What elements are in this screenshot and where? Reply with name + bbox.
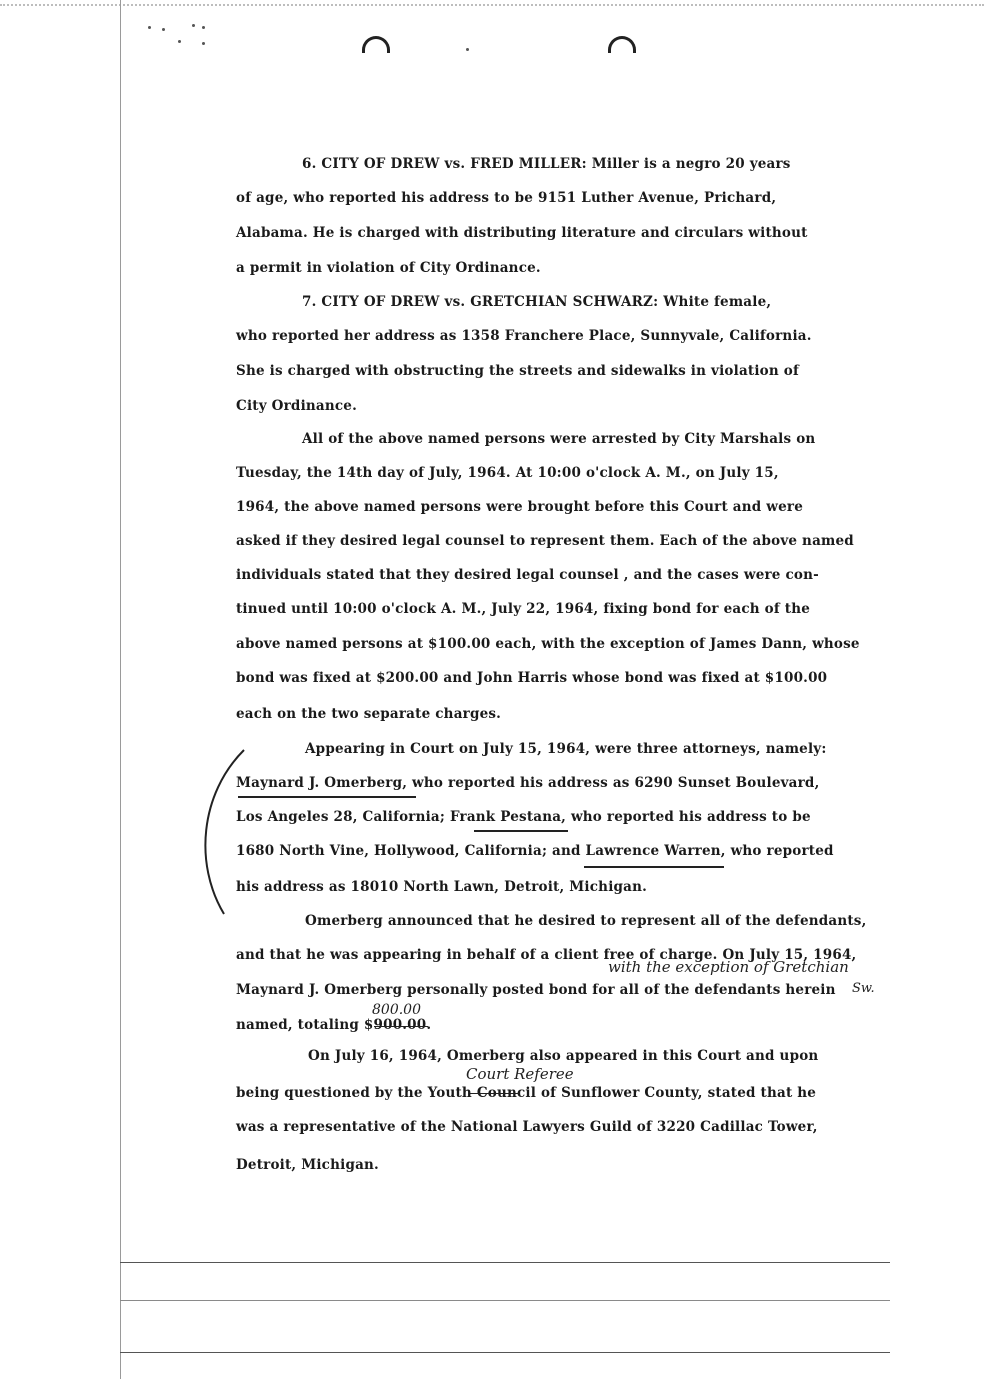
left-margin-line — [120, 0, 121, 1379]
line-18: Appearing in Court on July 15, 1964, were three attorneys, namely: — [305, 741, 827, 757]
line-29: was a representative of the National Lawyers Guild of 3220 Cadillac Tower, — [236, 1119, 818, 1135]
footer-rule — [120, 1262, 890, 1263]
strike-amount — [374, 1026, 428, 1027]
speck — [202, 42, 205, 45]
underline-omerberg — [238, 796, 416, 798]
footer-rule — [120, 1352, 890, 1353]
line-20: Los Angeles 28, California; Frank Pestana, who reported his address to be — [236, 809, 811, 825]
line-23: Omerberg announced that he desired to represent all of the defendants, — [305, 913, 867, 929]
handwritten-referee-correction: Court Referee — [466, 1065, 574, 1083]
line-24: and that he was appearing in behalf of a client free of charge. On July 15, 1964, — [236, 947, 857, 963]
line-8: City Ordinance. — [236, 398, 357, 414]
perforation-edge — [0, 4, 984, 6]
line-6: who reported her address as 1358 Franchere Place, Sunnyvale, California. — [236, 328, 812, 344]
speck — [162, 28, 165, 31]
underline-pestana — [474, 830, 568, 832]
binder-hole-mark — [362, 36, 390, 53]
line-27: On July 16, 1964, Omerberg also appeared in this Court and upon — [308, 1048, 819, 1064]
line-2: of age, who reported his address to be 9151 Luther Avenue, Prichard, — [236, 190, 777, 206]
line-17: each on the two separate charges. — [236, 706, 502, 722]
line-5: 7. CITY OF DREW vs. GRETCHIAN SCHWARZ: White female, — [302, 294, 772, 310]
margin-bracket-mark — [186, 744, 256, 920]
handwritten-amount-correction: 800.00 — [372, 1002, 421, 1018]
speck — [466, 48, 469, 51]
line-12: asked if they desired legal counsel to represent them. Each of the above named — [236, 533, 854, 549]
line-7: She is charged with obstructing the streets and sidewalks in violation of — [236, 363, 799, 379]
line-21: 1680 North Vine, Hollywood, California; and Lawrence Warren, who reported — [236, 843, 834, 859]
speck — [202, 26, 205, 29]
speck — [192, 24, 195, 27]
line-14: tinued until 10:00 o'clock A. M., July 22, 1964, fixing bond for each of the — [236, 601, 811, 617]
line-19: Maynard J. Omerberg, who reported his address as 6290 Sunset Boulevard, — [236, 775, 820, 791]
underline-warren — [584, 866, 724, 868]
line-15: above named persons at $100.00 each, with the exception of James Dann, whose — [236, 636, 860, 652]
speck — [148, 26, 151, 29]
line-16: bond was fixed at $200.00 and John Harris whose bond was fixed at $100.00 — [236, 670, 828, 686]
line-22: his address as 18010 North Lawn, Detroit, Michigan. — [236, 879, 648, 895]
line-3: Alabama. He is charged with distributing literature and circulars without — [236, 225, 808, 241]
line-13: individuals stated that they desired legal counsel , and the cases were con- — [236, 567, 819, 583]
line-1: 6. CITY OF DREW vs. FRED MILLER: Miller is a negro 20 years — [302, 156, 791, 172]
line-26: named, totaling $900.00. — [236, 1017, 432, 1033]
handwritten-margin-note: Sw. — [852, 981, 875, 996]
handwritten-exception-note: with the exception of Gretchian — [608, 958, 849, 976]
line-28: being questioned by the Youth Council of Sunflower County, stated that he — [236, 1085, 817, 1101]
line-9: All of the above named persons were arrested by City Marshals on — [302, 431, 816, 447]
speck — [178, 40, 181, 43]
line-25: Maynard J. Omerberg personally posted bond for all of the defendants herein — [236, 982, 836, 998]
footer-rule — [120, 1300, 890, 1301]
binder-hole-mark — [608, 36, 636, 53]
line-30: Detroit, Michigan. — [236, 1157, 379, 1173]
line-4: a permit in violation of City Ordinance. — [236, 260, 541, 276]
line-10: Tuesday, the 14th day of July, 1964. At 10:00 o'clock A. M., on July 15, — [236, 465, 779, 481]
strike-council — [470, 1093, 520, 1094]
line-11: 1964, the above named persons were brought before this Court and were — [236, 499, 803, 515]
